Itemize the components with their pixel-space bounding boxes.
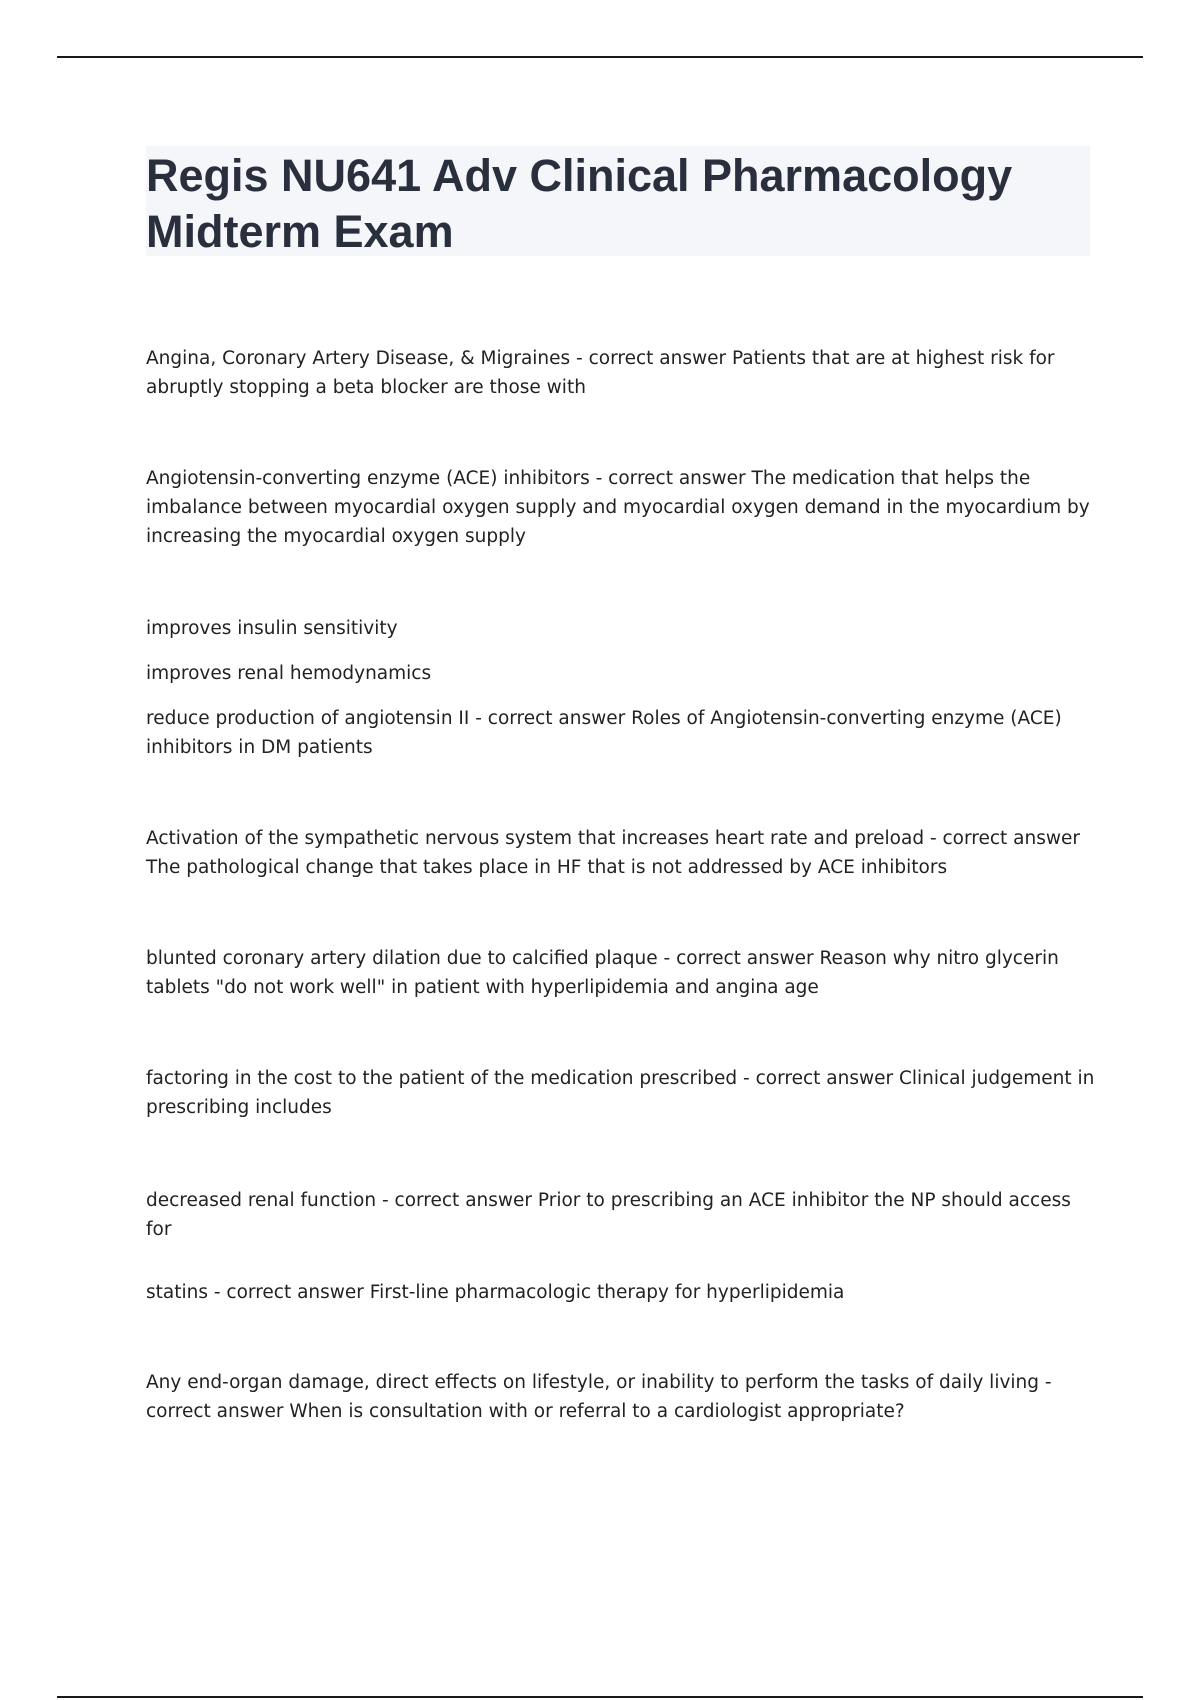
qa-entry-7 [146, 1186, 1096, 1244]
page-title: Regis NU641 Adv Clinical Pharmacology Midterm Exam [146, 150, 1013, 257]
qa-entry-1 [146, 344, 1096, 402]
qa-entry-2 [146, 464, 1096, 551]
qa-entry-9 [146, 1368, 1096, 1426]
qa-text: Angiotensin-converting enzyme (ACE) inhibitors - correct answer The medication that helps the imbalance between myocardial oxygen supply and myocardial oxygen demand in the myocardium by increasing the myocardial oxygen supply [146, 468, 1090, 547]
qa-entry-3 [146, 614, 1096, 762]
qa-entry-5 [146, 944, 1096, 1002]
qa-text: improves renal hemodynamics [146, 663, 432, 684]
qa-text: blunted coronary artery dilation due to calcified plaque - correct answer Reason why nitro glycerin tablets "do not work well" in patient with hyperlipidemia and angina age [146, 948, 1059, 998]
qa-text: Any end-organ damage, direct effects on lifestyle, or inability to perform the tasks of daily living - correct answer When is consultation with or referral to a cardiologist appropriate? [146, 1372, 1052, 1422]
top-divider [57, 56, 1143, 58]
qa-entry-6 [146, 1064, 1096, 1122]
qa-text: Angina, Coronary Artery Disease, & Migraines - correct answer Patients that are at highest risk for abruptly stopping a beta blocker are those with [146, 348, 1055, 398]
qa-text: Activation of the sympathetic nervous system that increases heart rate and preload - correct answer The pathological change that takes place in HF that is not addressed by ACE inhibitors [146, 828, 1080, 878]
bottom-divider [57, 1696, 1143, 1698]
qa-entry-4 [146, 824, 1096, 882]
qa-text: decreased renal function - correct answer Prior to prescribing an ACE inhibitor the NP should access for [146, 1190, 1071, 1240]
qa-text: factoring in the cost to the patient of the medication prescribed - correct answer Clinical judgement in prescribing includes [146, 1068, 1095, 1118]
qa-entry-8 [146, 1278, 1096, 1307]
qa-text: statins - correct answer First-line pharmacologic therapy for hyperlipidemia [146, 1282, 845, 1303]
qa-text: improves insulin sensitivity [146, 618, 398, 639]
qa-text: reduce production of angiotensin II - correct answer Roles of Angiotensin-converting enzyme (ACE) inhibitors in DM patients [146, 708, 1062, 758]
